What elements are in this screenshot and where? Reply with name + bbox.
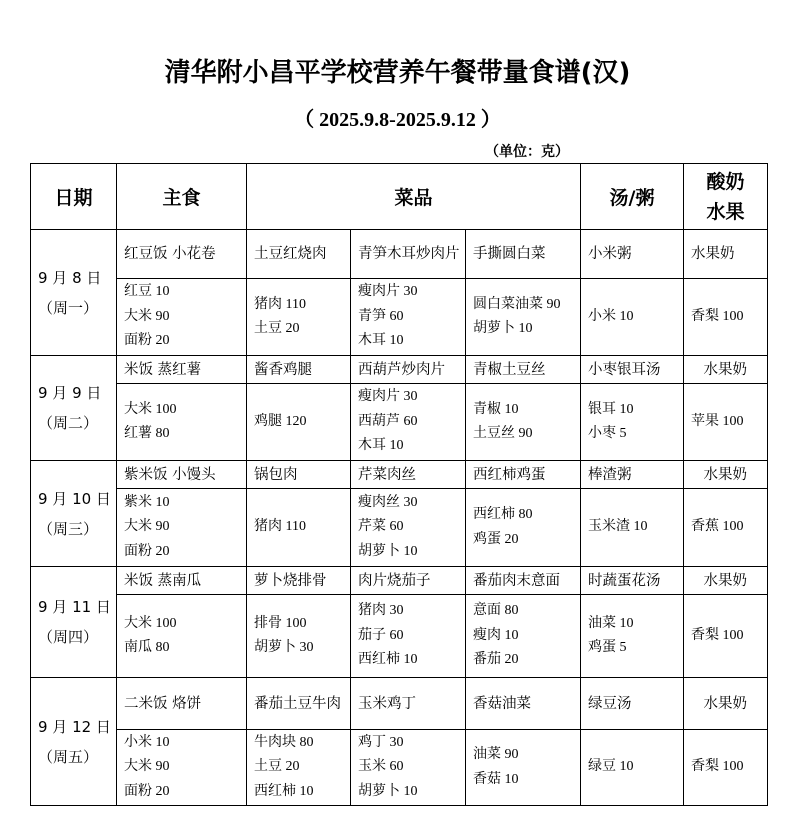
dish-name: 土豆红烧肉 [247, 230, 351, 279]
ingredient-row [31, 384, 768, 461]
header-yogurt: 酸奶 [706, 170, 745, 193]
dish-name: 手撕圆白菜 [466, 230, 581, 279]
ingredient-item: 瘦肉丝 30 [358, 494, 418, 510]
ingredient-item: 排骨 100 [254, 615, 307, 631]
day-cell [31, 567, 117, 678]
dish-name: 芹菜肉丝 [351, 461, 466, 489]
dish-name: 水果奶 [684, 356, 768, 384]
ingredient-item: 鸡腿 120 [254, 413, 307, 429]
ingredient-item: 西葫芦 60 [358, 413, 418, 429]
dish-name: 棒渣粥 [581, 461, 684, 489]
ingredient-item: 西红柿 10 [358, 652, 418, 668]
ingredient-item: 小米 10 [124, 734, 170, 750]
date-range: （ 2025.9.8-2025.9.12 ） [294, 109, 501, 131]
dish-row [31, 567, 768, 595]
day-cell [31, 461, 117, 567]
dish-name: 水果奶 [684, 461, 768, 489]
ingredient-item: 意面 80 [473, 603, 519, 619]
ingredient-cell [581, 730, 684, 806]
ingredient-item: 胡萝卜 10 [473, 321, 533, 336]
day-weekday: （周一） [38, 298, 99, 317]
ingredient-cell [684, 279, 768, 356]
dish-name: 水果奶 [684, 230, 768, 279]
day-cell [31, 678, 117, 806]
dish-name: 青椒土豆丝 [466, 356, 581, 384]
ingredient-item: 西红柿 80 [473, 507, 533, 522]
day-weekday: （周三） [38, 519, 99, 538]
ingredient-cell [351, 384, 466, 461]
ingredient-item: 土豆丝 90 [473, 426, 533, 441]
ingredient-item: 大米 90 [124, 759, 170, 775]
dish-name: 番茄土豆牛肉 [247, 678, 351, 730]
ingredient-item: 大米 100 [124, 401, 177, 417]
header-dishes: 菜品 [247, 164, 581, 230]
dish-name: 酱香鸡腿 [247, 356, 351, 384]
ingredient-row [31, 595, 768, 678]
ingredient-item: 玉米渣 10 [588, 519, 648, 535]
day-date: 9 月 8 日 [38, 268, 102, 287]
ingredient-row [31, 730, 768, 806]
ingredient-cell [117, 595, 247, 678]
dish-name: 青笋木耳炒肉片 [351, 230, 466, 279]
ingredient-item: 芹菜 60 [358, 519, 404, 535]
dish-name: 水果奶 [684, 678, 768, 730]
ingredient-item: 猪肉 30 [358, 603, 404, 619]
ingredient-cell [351, 730, 466, 806]
ingredient-cell [684, 595, 768, 678]
dish-row [31, 230, 768, 279]
ingredient-cell [247, 730, 351, 806]
dish-name: 水果奶 [684, 567, 768, 595]
ingredient-cell [247, 489, 351, 567]
dish-name: 小枣银耳汤 [581, 356, 684, 384]
ingredient-item: 瘦肉片 30 [358, 284, 418, 300]
header-row [31, 164, 768, 230]
ingredient-cell [684, 489, 768, 567]
dish-row [31, 461, 768, 489]
ingredient-cell [466, 384, 581, 461]
ingredient-item: 面粉 20 [124, 783, 170, 799]
dish-name: 西葫芦炒肉片 [351, 356, 466, 384]
ingredient-item: 红豆 10 [124, 284, 170, 300]
ingredient-item: 大米 90 [124, 519, 170, 535]
ingredient-cell [117, 489, 247, 567]
ingredient-item: 西红柿 10 [254, 783, 314, 799]
header-fruit: 水果 [706, 200, 745, 223]
ingredient-item: 面粉 20 [124, 333, 170, 349]
ingredient-item: 油菜 10 [588, 615, 634, 631]
header-soup: 汤/粥 [581, 164, 684, 230]
ingredient-item: 番茄 20 [473, 652, 519, 668]
ingredient-cell [466, 730, 581, 806]
dish-name: 肉片烧茄子 [351, 567, 466, 595]
unit-label: （单位：克） [485, 144, 569, 160]
day-weekday: （周五） [38, 747, 99, 766]
ingredient-item: 绿豆 10 [588, 759, 634, 775]
dish-name: 番茄肉末意面 [466, 567, 581, 595]
ingredient-item: 银耳 10 [588, 401, 634, 417]
ingredient-cell [351, 489, 466, 567]
day-weekday: （周四） [38, 628, 99, 646]
ingredient-item: 小枣 5 [588, 426, 627, 441]
ingredient-item: 瘦肉 10 [473, 627, 519, 643]
ingredient-cell [581, 489, 684, 567]
ingredient-item: 胡萝卜 10 [358, 543, 418, 559]
day-cell [31, 230, 117, 356]
ingredient-item: 香梨 100 [691, 627, 744, 643]
dish-name: 紫米饭 小馒头 [117, 461, 247, 489]
ingredient-cell [117, 730, 247, 806]
ingredient-cell [581, 279, 684, 356]
ingredient-item: 胡萝卜 30 [254, 640, 314, 655]
ingredient-cell [466, 595, 581, 678]
ingredient-cell [684, 730, 768, 806]
dish-name: 米饭 蒸红薯 [117, 356, 247, 384]
ingredient-cell [351, 279, 466, 356]
ingredient-item: 青椒 10 [473, 401, 519, 417]
dish-name: 香菇油菜 [466, 678, 581, 730]
ingredient-item: 大米 90 [124, 308, 170, 324]
day-date: 9 月 10 日 [38, 489, 111, 508]
ingredient-item: 鸡蛋 20 [473, 531, 519, 547]
day-weekday: （周二） [38, 414, 99, 432]
ingredient-row [31, 489, 768, 567]
header-date: 日期 [31, 164, 117, 230]
ingredient-cell [684, 384, 768, 461]
ingredient-cell [581, 595, 684, 678]
ingredient-cell [247, 595, 351, 678]
ingredient-item: 香菇 10 [473, 771, 519, 787]
ingredient-item: 苹果 100 [691, 413, 744, 429]
dish-name: 红豆饭 小花卷 [117, 230, 247, 279]
dish-row [31, 678, 768, 730]
ingredient-item: 大米 100 [124, 615, 177, 631]
ingredient-cell [466, 489, 581, 567]
day-date: 9 月 9 日 [38, 384, 102, 402]
dish-name: 锅包肉 [247, 461, 351, 489]
ingredient-item: 瘦肉片 30 [358, 389, 418, 405]
ingredient-cell [117, 384, 247, 461]
ingredient-item: 圆白菜油菜 90 [473, 296, 561, 312]
ingredient-item: 鸡丁 30 [358, 734, 404, 750]
dish-name: 绿豆汤 [581, 678, 684, 730]
header-yogurt-fruit [684, 164, 768, 230]
ingredient-item: 土豆 20 [254, 759, 300, 775]
ingredient-item: 木耳 10 [358, 438, 404, 454]
ingredient-item: 茄子 60 [358, 627, 404, 643]
ingredient-item: 猪肉 110 [254, 519, 306, 535]
day-cell [31, 356, 117, 461]
ingredient-item: 鸡蛋 5 [588, 640, 627, 655]
ingredient-cell [117, 279, 247, 356]
ingredient-item: 红薯 80 [124, 426, 170, 441]
ingredient-row [31, 279, 768, 356]
dish-name: 米饭 蒸南瓜 [117, 567, 247, 595]
menu-table [30, 163, 768, 806]
ingredient-cell [247, 279, 351, 356]
ingredient-item: 香梨 100 [691, 759, 744, 775]
dish-name: 玉米鸡丁 [351, 678, 466, 730]
ingredient-cell [466, 279, 581, 356]
ingredient-cell [351, 595, 466, 678]
ingredient-item: 猪肉 110 [254, 296, 306, 312]
dish-name: 时蔬蛋花汤 [581, 567, 684, 595]
ingredient-cell [581, 384, 684, 461]
day-date: 9 月 11 日 [38, 598, 111, 616]
dish-name: 萝卜烧排骨 [247, 567, 351, 595]
dish-name: 西红柿鸡蛋 [466, 461, 581, 489]
ingredient-cell [247, 384, 351, 461]
ingredient-item: 牛肉块 80 [254, 734, 314, 750]
day-date: 9 月 12 日 [38, 717, 111, 736]
ingredient-item: 香梨 100 [691, 308, 744, 324]
ingredient-item: 面粉 20 [124, 543, 170, 559]
dish-row [31, 356, 768, 384]
dish-name: 二米饭 烙饼 [117, 678, 247, 730]
ingredient-item: 玉米 60 [358, 759, 404, 775]
ingredient-item: 油菜 90 [473, 747, 519, 762]
ingredient-item: 南瓜 80 [124, 640, 170, 655]
header-staple: 主食 [117, 164, 247, 230]
ingredient-item: 香蕉 100 [691, 519, 744, 535]
dish-name: 小米粥 [581, 230, 684, 279]
ingredient-item: 木耳 10 [358, 333, 404, 349]
ingredient-item: 胡萝卜 10 [358, 783, 418, 799]
ingredient-item: 小米 10 [588, 308, 634, 324]
ingredient-item: 青笋 60 [358, 308, 404, 324]
ingredient-item: 土豆 20 [254, 321, 300, 336]
ingredient-item: 紫米 10 [124, 494, 170, 510]
page-title: 清华附小昌平学校营养午餐带量食谱(汉) [164, 58, 631, 88]
